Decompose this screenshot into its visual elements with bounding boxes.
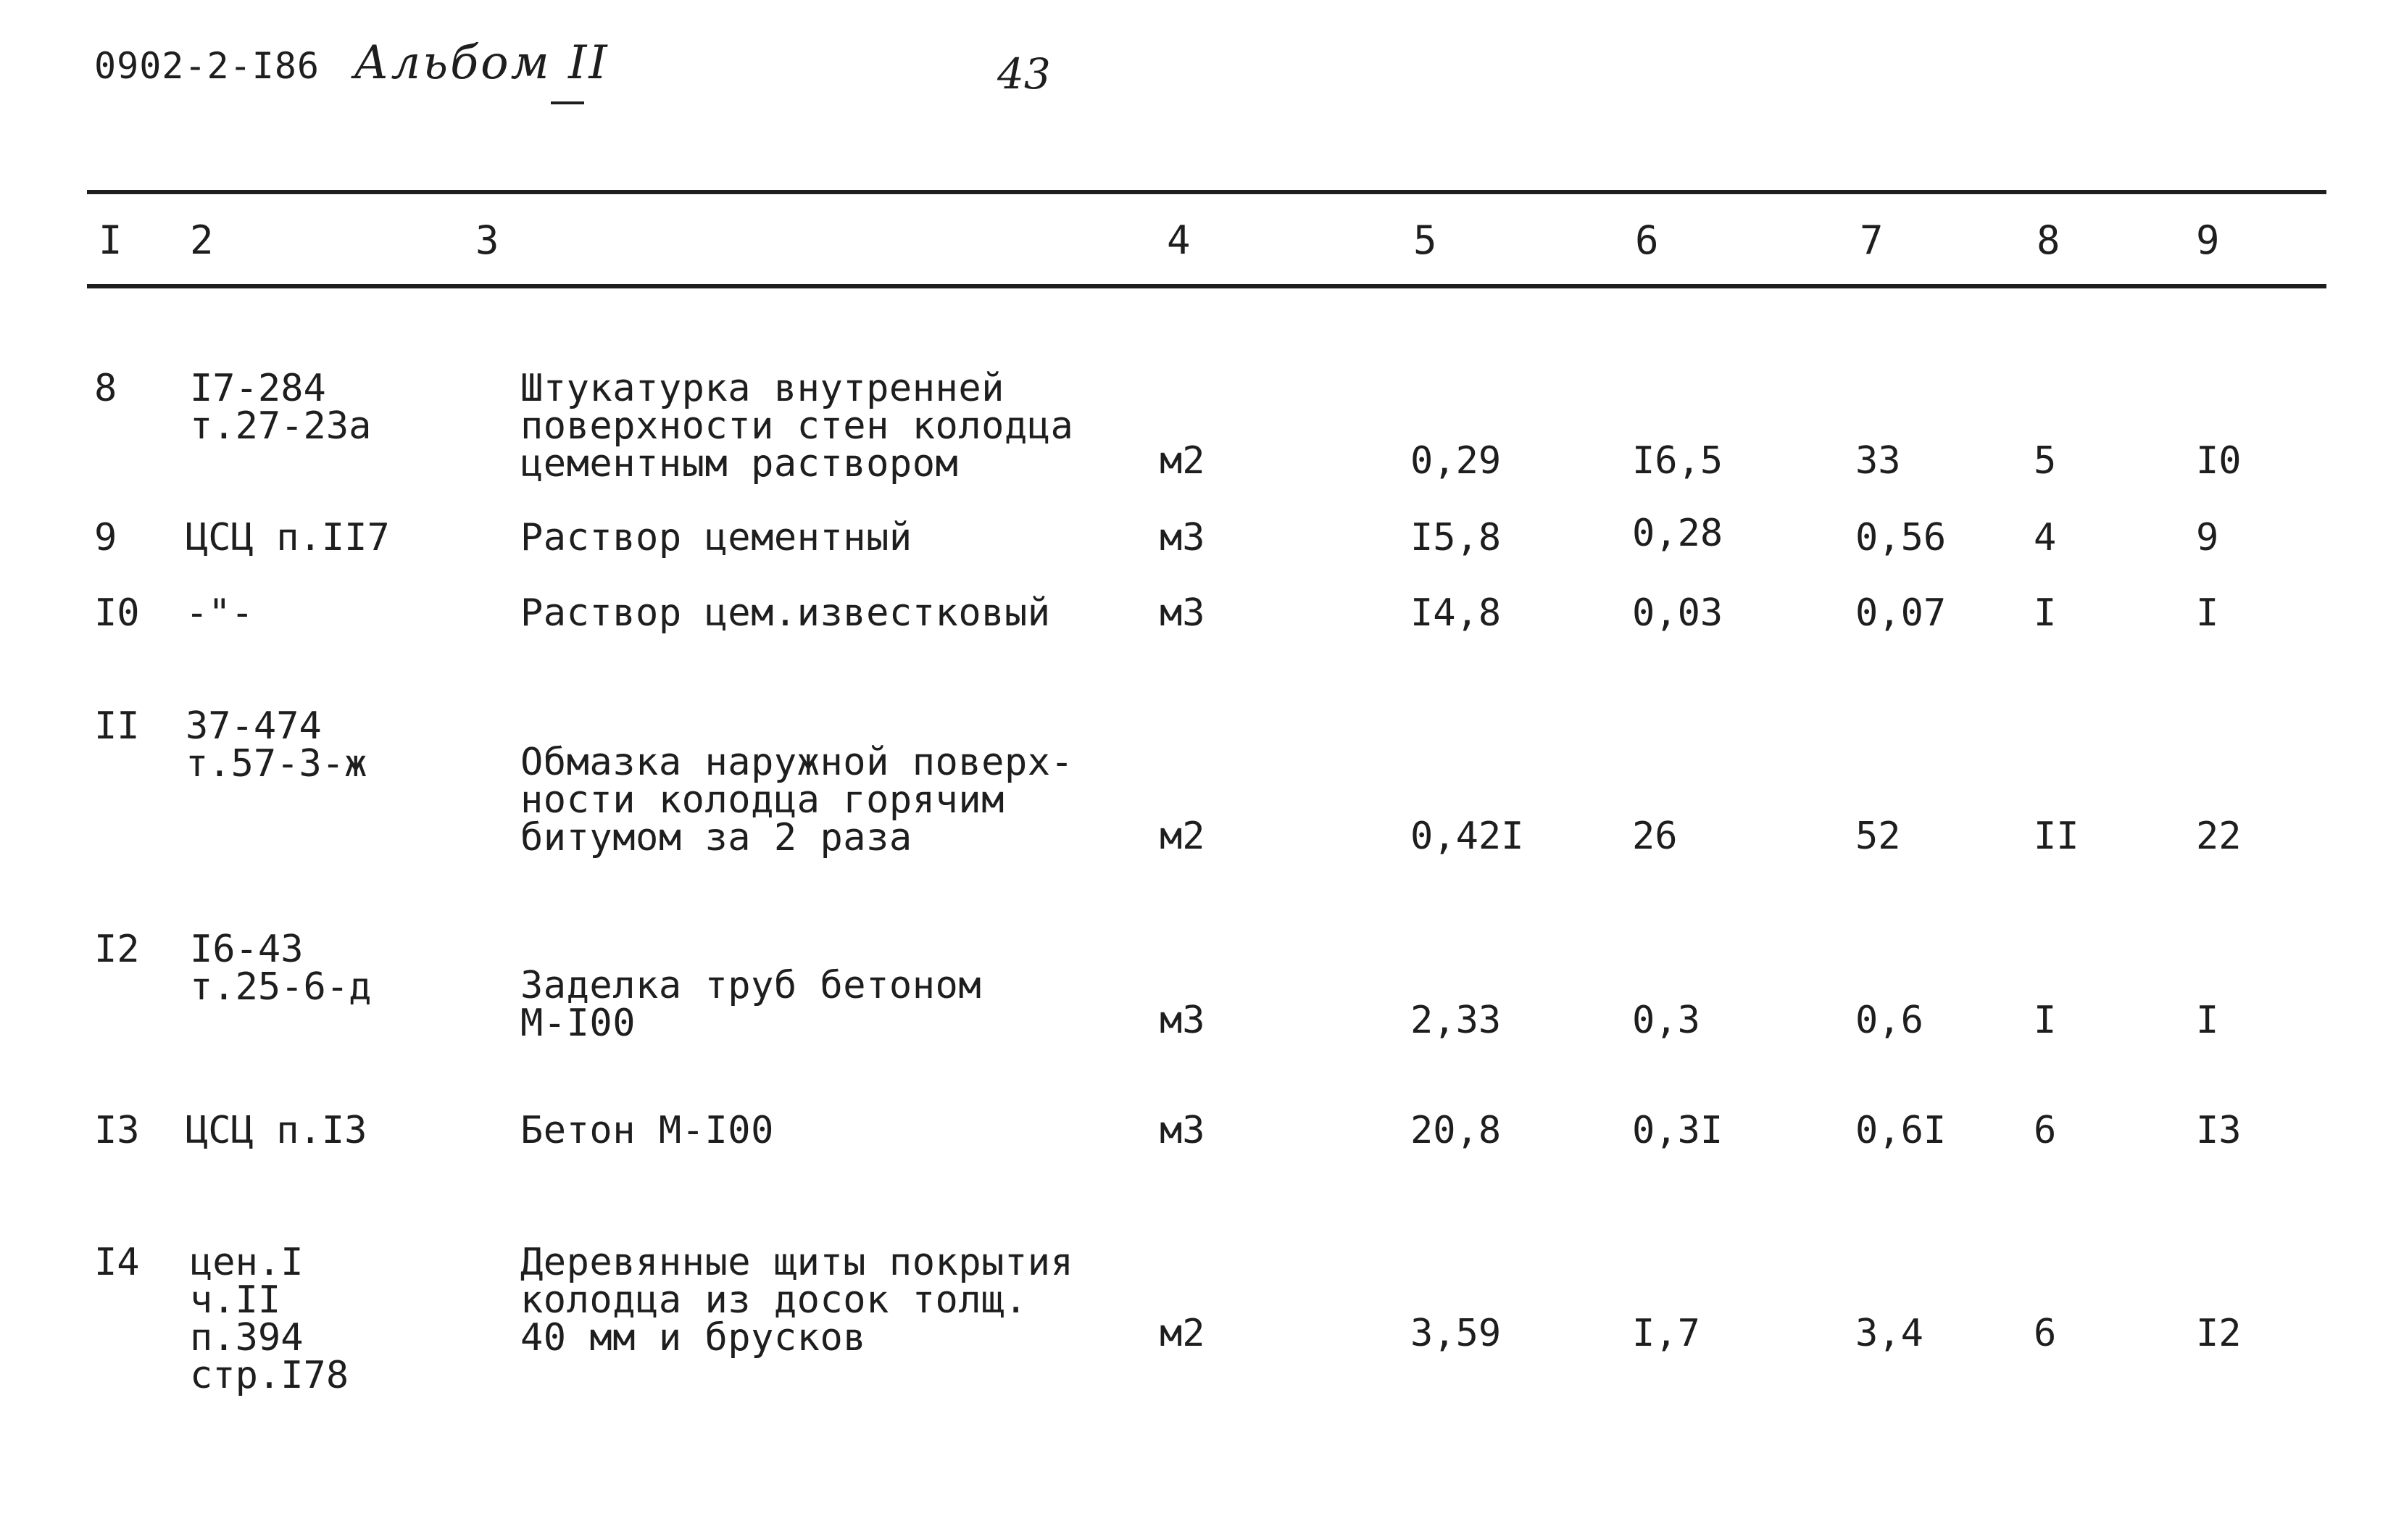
row-description: Раствор цем.известковый: [520, 591, 1051, 635]
row-reference: 37-474 т.57-3-ж: [186, 704, 367, 786]
row-number: II: [94, 704, 140, 748]
row-col8: II: [2034, 815, 2079, 858]
column-header-9: 9: [2196, 217, 2220, 263]
row-number: I4: [94, 1241, 140, 1284]
row-reference: ЦСЦ п.I3: [186, 1109, 367, 1152]
row-reference: I6-43 т.25-6-д: [190, 928, 372, 1009]
row-col9: 22: [2196, 815, 2242, 858]
row-unit: м3: [1160, 1109, 1205, 1152]
row-col7: 0,07: [1855, 591, 1947, 635]
row-description: Штукатурка внутренней поверхности стен колодца цементным раствором: [520, 367, 1074, 486]
row-col7: 52: [1855, 815, 1901, 858]
row-unit: м2: [1160, 439, 1205, 483]
row-number: I2: [94, 928, 140, 971]
row-unit: м3: [1160, 516, 1205, 559]
row-number: I0: [94, 591, 140, 635]
row-description: Обмазка наружной поверх- ности колодца горячим битумом за 2 раза: [520, 741, 1074, 860]
row-col5: 0,42I: [1410, 815, 1524, 858]
row-col9: I3: [2196, 1109, 2242, 1152]
row-col8: 5: [2034, 439, 2057, 483]
row-description: Бетон М-I00: [520, 1109, 774, 1152]
row-col6: 0,03: [1632, 591, 1723, 635]
row-reference: ЦСЦ п.II7: [186, 516, 390, 559]
row-unit: м3: [1160, 591, 1205, 635]
row-col8: I: [2034, 591, 2057, 635]
column-header-6: 6: [1635, 217, 1659, 263]
row-col6: 0,3I: [1632, 1109, 1723, 1152]
row-description: Деревянные щиты покрытия колодца из досок толщ. 40 мм и брусков: [520, 1241, 1074, 1360]
row-col5: 2,33: [1410, 999, 1502, 1042]
row-col9: 9: [2196, 516, 2219, 559]
row-unit: м3: [1160, 999, 1205, 1042]
row-unit: м2: [1160, 815, 1205, 858]
row-col6: I,7: [1632, 1312, 1700, 1355]
row-number: 8: [94, 367, 117, 410]
row-col6: 26: [1632, 815, 1678, 858]
row-col5: 20,8: [1410, 1109, 1502, 1152]
row-col9: I0: [2196, 439, 2242, 483]
row-description: Заделка труб бетоном М-I00: [520, 964, 982, 1045]
row-description: Раствор цементный: [520, 516, 912, 559]
column-header-2: 2: [190, 217, 214, 263]
album-underline: [551, 101, 584, 104]
row-col7: 33: [1855, 439, 1901, 483]
table-top-rule: [87, 190, 2326, 194]
row-number: I3: [94, 1109, 140, 1152]
row-col5: 3,59: [1410, 1312, 1502, 1355]
row-col9: I: [2196, 591, 2219, 635]
page-number: 43: [997, 49, 1051, 99]
album-label: Альбом II: [354, 36, 610, 90]
row-reference: цен.I ч.II п.394 стр.I78: [190, 1241, 349, 1397]
row-col7: 3,4: [1855, 1312, 1923, 1355]
row-col6: I6,5: [1632, 439, 1723, 483]
row-col5: I5,8: [1410, 516, 1502, 559]
row-col9: I: [2196, 999, 2219, 1042]
row-col8: 6: [2034, 1109, 2057, 1152]
row-col5: I4,8: [1410, 591, 1502, 635]
table-header-rule: [87, 284, 2326, 288]
row-col6: 0,28: [1632, 512, 1723, 555]
column-header-1: I: [99, 217, 122, 263]
row-col7: 0,56: [1855, 516, 1947, 559]
row-reference: I7-284 т.27-23а: [190, 367, 372, 448]
row-col7: 0,6: [1855, 999, 1923, 1042]
row-col8: 6: [2034, 1312, 2057, 1355]
row-col8: I: [2034, 999, 2057, 1042]
row-number: 9: [94, 516, 117, 559]
row-col5: 0,29: [1410, 439, 1502, 483]
column-header-7: 7: [1860, 217, 1884, 263]
row-col9: I2: [2196, 1312, 2242, 1355]
column-header-8: 8: [2037, 217, 2060, 263]
column-header-4: 4: [1167, 217, 1191, 263]
row-reference: -"-: [186, 591, 254, 635]
row-col6: 0,3: [1632, 999, 1700, 1042]
row-unit: м2: [1160, 1312, 1205, 1355]
column-header-5: 5: [1413, 217, 1437, 263]
column-header-3: 3: [475, 217, 499, 263]
document-code: 0902-2-I86: [94, 45, 320, 87]
row-col8: 4: [2034, 516, 2057, 559]
row-col7: 0,6I: [1855, 1109, 1947, 1152]
